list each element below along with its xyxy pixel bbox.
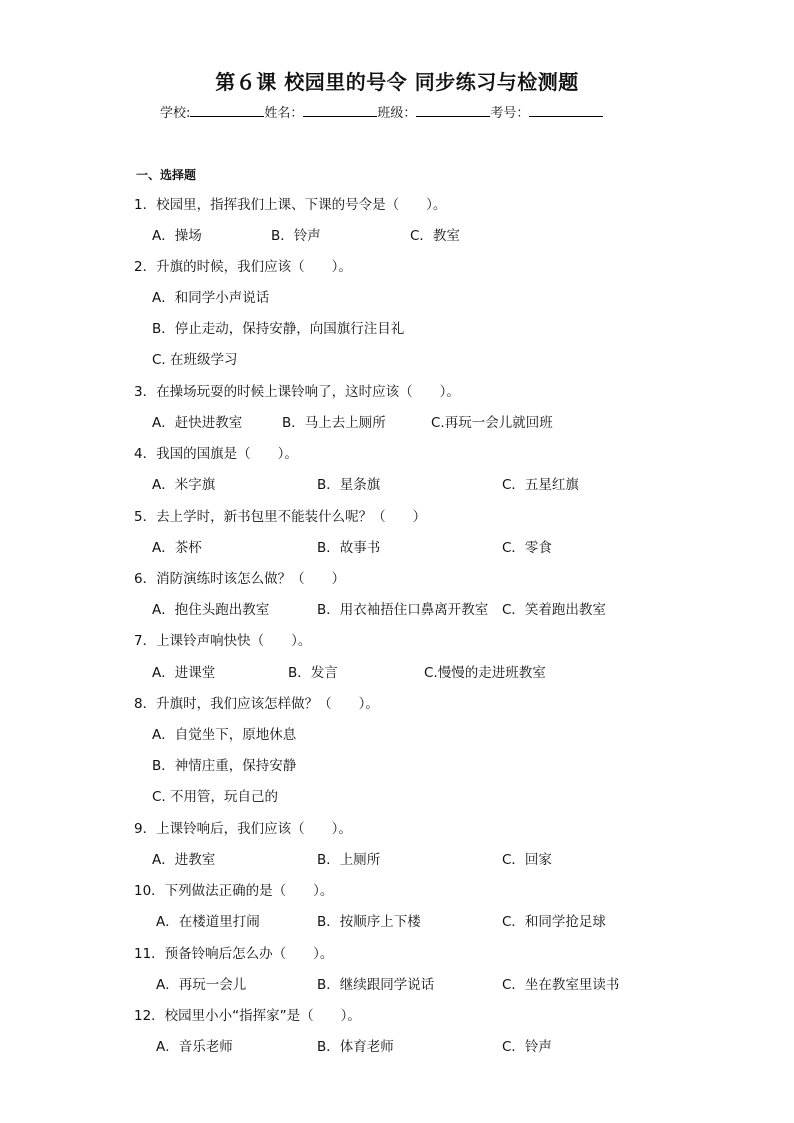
option-a[interactable]: A．米字旗 xyxy=(152,477,216,493)
option-row xyxy=(156,1035,656,1055)
option-a[interactable]: A．音乐老师 xyxy=(156,1039,233,1055)
name-label: 姓名： xyxy=(264,106,304,121)
option-a[interactable]: A．赶快进教室 xyxy=(152,415,243,431)
option-b[interactable]: B．体育老师 xyxy=(317,1039,394,1055)
option-a[interactable]: A．自觉坐下，原地休息 xyxy=(152,727,297,743)
question-stem: 11．预备铃响后怎么办（ ）。 xyxy=(134,946,334,962)
question-stem: 1．校园里，指挥我们上课、下课的号令是（ ）。 xyxy=(134,197,447,213)
option-b[interactable]: B．上厕所 xyxy=(317,852,381,868)
option-row xyxy=(152,473,652,493)
class-field xyxy=(377,102,490,121)
option-a[interactable]: A．在楼道里打闹 xyxy=(156,914,260,930)
option-a[interactable]: A．和同学小声说话 xyxy=(152,290,270,306)
option-b[interactable]: B．继续跟同学说话 xyxy=(317,977,435,993)
option-row xyxy=(152,536,652,556)
question-stem: 5．去上学时，新书包里不能装什么呢？（ ） xyxy=(134,509,427,525)
option-a[interactable]: A．进教室 xyxy=(152,852,216,868)
option-a[interactable]: A．再玩一会儿 xyxy=(156,977,247,993)
option-c[interactable]: C. 在班级学习 xyxy=(152,352,238,368)
option-b[interactable]: B．停止走动，保持安静，向国旗行注目礼 xyxy=(152,321,405,337)
question-stem: 7．上课铃声响快快（ ）。 xyxy=(134,633,312,649)
option-c[interactable]: C.再玩一会儿就回班 xyxy=(431,415,553,431)
option-row xyxy=(152,224,652,244)
class-label: 班级： xyxy=(377,106,417,121)
question-stem: 2．升旗的时候，我们应该（ ）。 xyxy=(134,259,352,275)
name-field xyxy=(264,102,377,121)
exam-number-label: 考号： xyxy=(490,106,530,121)
school-label: 学校: xyxy=(160,106,191,121)
option-c[interactable]: C．笑着跑出教室 xyxy=(502,602,606,618)
question-stem: 3．在操场玩耍的时候上课铃响了，这时应该（ ）。 xyxy=(134,384,460,400)
option-row xyxy=(152,848,652,868)
option-row xyxy=(152,661,652,681)
option-c[interactable]: C．铃声 xyxy=(502,1039,552,1055)
exam-number-blank[interactable] xyxy=(529,104,603,117)
option-c[interactable]: C．教室 xyxy=(410,228,460,244)
section-heading: 一、选择题 xyxy=(136,168,197,182)
option-a[interactable]: A．操场 xyxy=(152,228,202,244)
option-row xyxy=(152,598,652,618)
option-a[interactable]: A．茶杯 xyxy=(152,540,202,556)
option-b[interactable]: B．神情庄重，保持安静 xyxy=(152,758,297,774)
school-field xyxy=(160,102,264,121)
option-c[interactable]: C.慢慢的走进班教室 xyxy=(424,665,546,681)
page-title: 第６课 校园里的号令 同步练习与检测题 xyxy=(215,70,579,94)
option-b[interactable]: B．故事书 xyxy=(317,540,381,556)
question-stem: 8．升旗时，我们应该怎样做？（ ）。 xyxy=(134,696,379,712)
question-stem: 10．下列做法正确的是（ ）。 xyxy=(134,883,334,899)
option-b[interactable]: B．马上去上厕所 xyxy=(282,415,386,431)
option-b[interactable]: B．星条旗 xyxy=(317,477,381,493)
option-b[interactable]: B．铃声 xyxy=(271,228,321,244)
option-a[interactable]: A．抱住头跑出教室 xyxy=(152,602,270,618)
option-c[interactable]: C．五星红旗 xyxy=(502,477,579,493)
option-c[interactable]: C．坐在教室里读书 xyxy=(502,977,620,993)
school-blank[interactable] xyxy=(190,104,264,117)
option-c[interactable]: C．和同学抢足球 xyxy=(502,914,606,930)
question-stem: 12．校园里小小“指挥家”是（ ）。 xyxy=(134,1008,361,1024)
question-stem: 6．消防演练时该怎么做？（ ） xyxy=(134,571,346,587)
option-b[interactable]: B．发言 xyxy=(288,665,338,681)
student-info-line xyxy=(160,102,603,121)
question-stem: 9．上课铃响后，我们应该（ ）。 xyxy=(134,821,352,837)
option-row xyxy=(152,411,652,431)
name-blank[interactable] xyxy=(303,104,377,117)
option-c[interactable]: C．零食 xyxy=(502,540,552,556)
option-a[interactable]: A．进课堂 xyxy=(152,665,216,681)
class-blank[interactable] xyxy=(416,104,490,117)
option-c[interactable]: C. 不用管，玩自己的 xyxy=(152,789,279,805)
exam-number-field xyxy=(490,102,603,121)
question-stem: 4．我国的国旗是（ ）。 xyxy=(134,446,298,462)
option-row xyxy=(156,910,656,930)
option-b[interactable]: B．按顺序上下楼 xyxy=(317,914,421,930)
option-b[interactable]: B．用衣袖捂住口鼻离开教室 xyxy=(317,602,489,618)
option-c[interactable]: C．回家 xyxy=(502,852,552,868)
option-row xyxy=(156,973,656,993)
